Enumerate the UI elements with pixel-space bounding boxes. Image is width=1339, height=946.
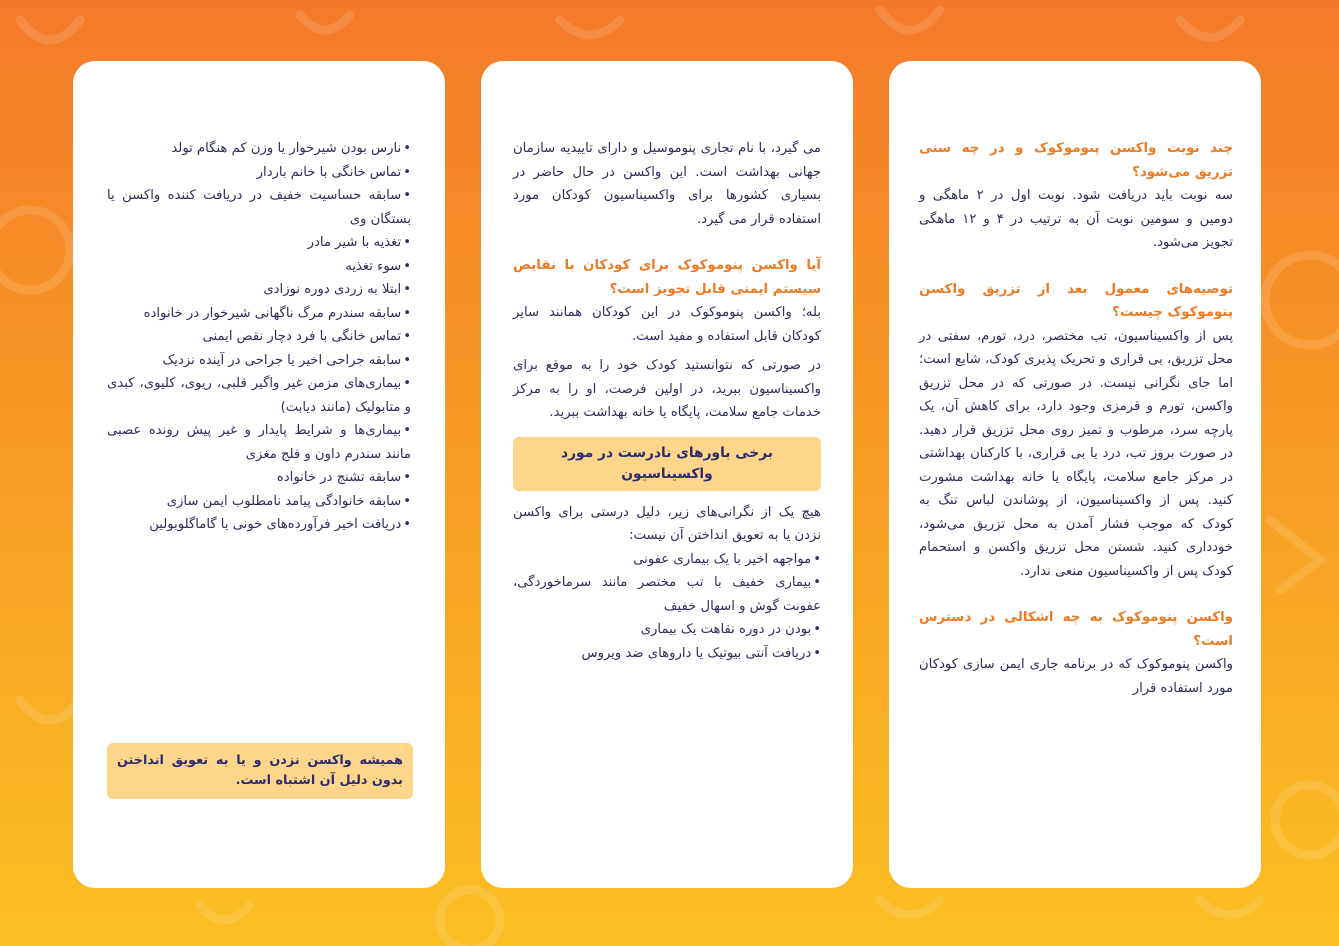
list-item: • سابقه خانوادگی پیامد نامطلوب ایمن سازی bbox=[107, 490, 411, 514]
list-item: • نارس بودن شیرخوار یا وزن کم هنگام تولد bbox=[107, 137, 411, 161]
list-item: • تماس خانگی با خانم باردار bbox=[107, 161, 411, 185]
list-item: • بودن در دوره نقاهت یک بیماری bbox=[513, 618, 821, 642]
list-item: • تغذیه با شیر مادر bbox=[107, 231, 411, 255]
immune-answer-text: بله؛ واکسن پنوموکوک در این کودکان همانند سایر کودکان قابل استفاده و مفید است. bbox=[513, 305, 821, 344]
list-item: • بیماری‌های مزمن غیر واگیر قلبی، ریوی، کلیوی، کبدی و متابولیک (مانند دیابت) bbox=[107, 372, 411, 419]
myths-callout: برخی باورهای نادرست در مورد واکسیناسیون bbox=[513, 437, 821, 491]
panel-middle bbox=[481, 61, 853, 888]
section-heading-doses: چند نوبت واکسن پنوموکوک و در چه سنی تزریق می‌شود؟ bbox=[919, 141, 1233, 180]
section-heading-aftercare: توصیه‌های معمول بعد از تزریق واکسن پنوموکوک چیست؟ bbox=[919, 281, 1233, 320]
list-item: • تماس خانگی با فرد دچار نقص ایمنی bbox=[107, 325, 411, 349]
list-item: • دریافت آنتی بیوتیک یا داروهای ضد ویروس bbox=[513, 642, 821, 666]
section-text-doses: سه نوبت باید دریافت شود. نوبت اول در ۲ ماهگی و دومین و سومین نوبت آن به ترتیب در ۴ و ۱۲ ماهگی تجویز می‌شود. bbox=[919, 188, 1233, 250]
list-item: • سوء تغذیه bbox=[107, 255, 411, 279]
list-item: • بیماری خفیف با تب مختصر مانند سرماخوردگی، عفونت گوش و اسهال خفیف bbox=[513, 571, 821, 618]
section-heading-forms: واکسن پنوموکوک به چه اشکالی در دسترس است؟ bbox=[919, 610, 1233, 649]
panel-right bbox=[889, 61, 1261, 888]
missed-dose-text: در صورتی که نتوانستید کودک خود را به موقع برای واکسیناسیون ببرید، در اولین فرصت، او را به مرکز خدمات جامع سلامت، پایگاه یا خانه بهداشت ببرید. bbox=[513, 358, 821, 420]
middle-intro-text: می گیرد، با نام تجاری پنوموسیل و دارای تاییدیه سازمان جهانی بهداشت است. این واکسن در حال حاضر در بسیاری کشورها برای واکسیناسیون کودکان مورد استفاده قرار می گیرد. bbox=[513, 141, 821, 227]
conditions-list bbox=[107, 137, 411, 537]
list-item: • دریافت اخیر فرآورده‌های خونی یا گاماگلوبولین bbox=[107, 513, 411, 537]
myths-list bbox=[513, 548, 821, 666]
list-item: • سابقه حساسیت خفیف در دریافت کننده واکسن یا بستگان وی bbox=[107, 184, 411, 231]
list-item: • مواجهه اخیر با یک بیماری عفونی bbox=[513, 548, 821, 572]
section-text-aftercare: پس از واکسیناسیون، تب مختصر، درد، تورم، سفتی در محل تزریق، بی قراری و تحریک پذیری کودک، شایع است؛ اما جای نگرانی نیست. در صورتی که در محل تزریق واکسن، تورم و قرمزی وجود دارد، برای کاهش آن، یک پارچه سرد، مرطوب و تمیز روی محل تزریق قرار دهید. در صورت بروز تب، درد یا بی قراری، با کارکنان بهداشتی در مرکز جامع سلامت، پایگاه یا خانه بهداشت مشورت کنید. پس از واکسیناسیون، از پوشاندن لباس تنگ به کودک که موجب فشار آمدن به محل تزریق می‌شود، خودداری کنید. شستن محل تزریق واکسن و استحمام کودک پس از واکسیناسیون منعی ندارد. bbox=[919, 328, 1233, 579]
list-item: • سابقه جراحی اخیر یا جراحی در آینده نزدیک bbox=[107, 349, 411, 373]
list-item: • بیماری‌ها و شرایط پایدار و غیر پیش رونده عصبی مانند سندرم داون و فلج مغزی bbox=[107, 419, 411, 466]
list-item: • سابقه تشنج در خانواده bbox=[107, 466, 411, 490]
list-item: • سابقه سندرم مرگ ناگهانی شیرخوار در خانواده bbox=[107, 302, 411, 326]
myths-intro-text: هیچ یک از نگرانی‌های زیر، دلیل درستی برای واکسن نزدن یا به تعویق انداختن آن نیست: bbox=[513, 504, 821, 543]
list-item: • ابتلا به زردی دوره نوزادی bbox=[107, 278, 411, 302]
panel-left bbox=[73, 61, 445, 888]
warning-note: همیشه واکسن نزدن و یا به تعویق انداختن بدون دلیل آن اشتباه است. bbox=[107, 743, 413, 799]
immune-deficiency-heading: آیا واکسن پنوموکوک برای کودکان با نقایص سیستم ایمنی قابل تجویز است؟ bbox=[513, 258, 821, 297]
section-text-forms: واکسن پنوموکوک که در برنامه جاری ایمن سازی کودکان مورد استفاده قرار bbox=[919, 657, 1233, 696]
